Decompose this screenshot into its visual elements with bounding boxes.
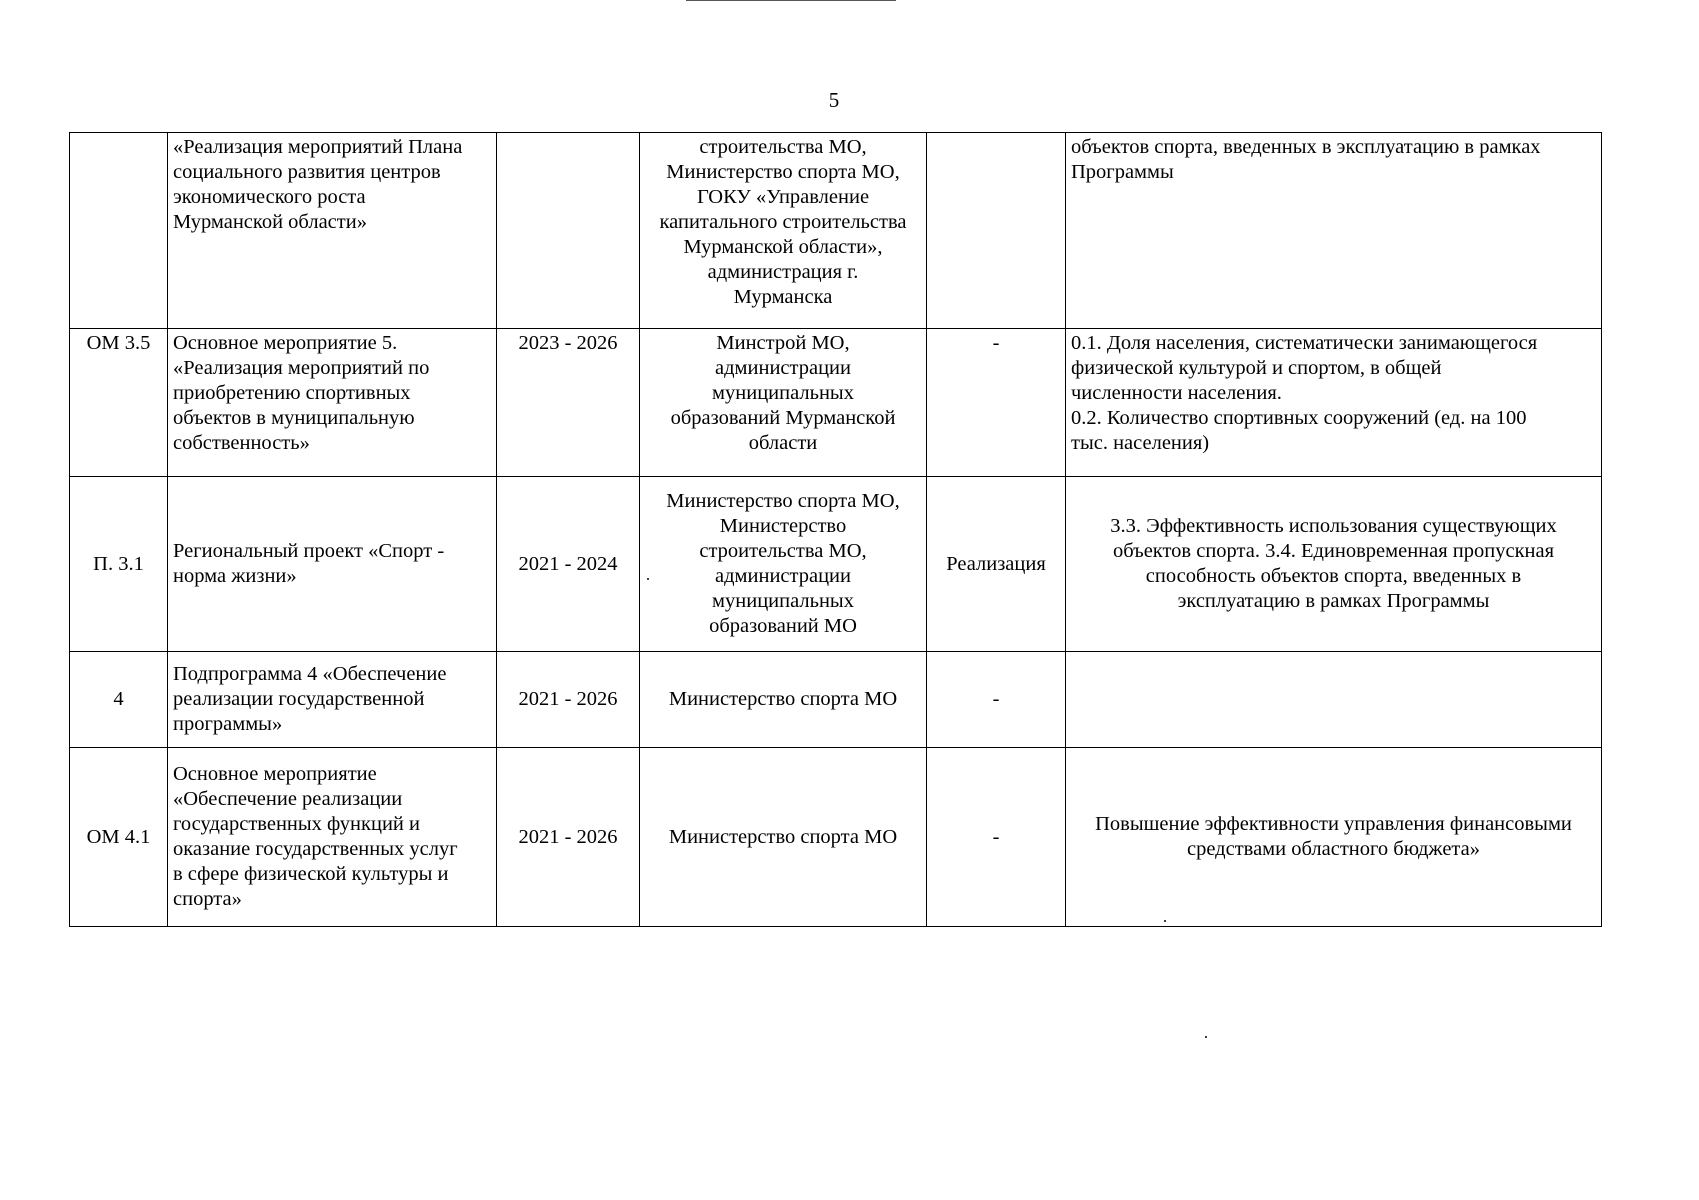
text-line: тыс. населения) (1071, 432, 1210, 454)
text-line: способность объектов спорта, введенных в (1145, 565, 1522, 587)
text-line: физической культурой и спортом, в общей (1071, 357, 1442, 379)
text-line: администрации (715, 357, 851, 379)
text-line: администрация г. (707, 261, 859, 283)
indicator-cell (1066, 652, 1602, 748)
text-line: муниципальных (712, 590, 854, 612)
project-cell: - (927, 329, 1066, 477)
text-line: Региональный проект «Спорт - (173, 540, 445, 562)
text-line: средствами областного бюджета» (1187, 838, 1480, 860)
indicator-cell (1066, 748, 1602, 927)
measure-name-cell (168, 329, 497, 477)
text-line: области (748, 432, 818, 454)
indicator-cell (1066, 133, 1602, 329)
row-number-cell: ОМ 4.1 (70, 748, 168, 927)
measure-name-cell (168, 652, 497, 748)
text-line: Основное мероприятие (173, 763, 377, 785)
text-line: в сфере физической культуры и (173, 863, 449, 885)
page-number: 5 (828, 88, 840, 112)
text-line: «Реализация мероприятий Плана (173, 136, 463, 158)
text-line: программы» (173, 713, 283, 735)
period-cell: 2021 - 2026 (497, 652, 640, 748)
table-row (70, 329, 1602, 477)
text-line: ГОКУ «Управление (696, 186, 870, 208)
project-cell: - (927, 748, 1066, 927)
text-line: спорта» (173, 888, 242, 910)
scan-speck (1205, 1036, 1207, 1038)
text-line: Мурманска (733, 286, 833, 308)
period-cell (497, 133, 640, 329)
text-line: Министерство спорта МО, (666, 161, 900, 183)
text-line: реализации государственной (173, 688, 425, 710)
row-number-cell: П. 3.1 (70, 477, 168, 652)
text-line: строительства МО, (699, 540, 867, 562)
text-line: собственность» (173, 432, 310, 454)
text-line: 0.1. Доля населения, систематически занимающегося (1071, 332, 1538, 354)
executor-cell (640, 652, 927, 748)
executor-cell (640, 477, 927, 652)
text-line: администрации (715, 565, 851, 587)
text-line: «Реализация мероприятий по (173, 357, 430, 379)
text-line: образований Мурманской (670, 407, 896, 429)
executor-cell (640, 329, 927, 477)
text-line: экономического роста (173, 186, 366, 208)
text-line: эксплуатацию в рамках Программы (1177, 590, 1490, 612)
text-line: численности населения. (1071, 382, 1282, 404)
text-line: муниципальных (712, 382, 854, 404)
text-line: объектов спорта. 3.4. Единовременная пропускная (1112, 540, 1555, 562)
executor-cell (640, 133, 927, 329)
project-cell: Реализация (927, 477, 1066, 652)
text-line: Министерство спорта МО (668, 825, 898, 848)
measure-name-cell (168, 133, 497, 329)
text-line: Министерство спорта МО (668, 688, 898, 710)
text-line: капитального строительства (659, 211, 907, 233)
text-line: Программы (1071, 161, 1174, 183)
row-number-cell: 4 (70, 652, 168, 748)
program-table (69, 132, 1602, 927)
text-line: Повышение эффективности управления финансовыми (1095, 813, 1572, 835)
project-cell: - (927, 652, 1066, 748)
period-cell: 2021 - 2024 (497, 477, 640, 652)
table-row (70, 652, 1602, 748)
text-line: норма жизни» (173, 565, 297, 587)
scan-speck (1164, 920, 1166, 922)
text-line: образований МО (709, 615, 857, 637)
text-line: «Обеспечение реализации (173, 788, 403, 810)
project-cell (927, 133, 1066, 329)
text-line: 3.3. Эффективность использования существующих (1110, 515, 1557, 537)
measure-name-cell (168, 748, 497, 927)
text-line: объектов в муниципальную (173, 407, 415, 429)
text-line: государственных функций и (173, 813, 420, 835)
text-line: Министерство спорта МО, (666, 490, 900, 512)
table-row (70, 748, 1602, 927)
text-line: Подпрограмма 4 «Обеспечение (173, 663, 447, 685)
indicator-cell (1066, 329, 1602, 477)
text-line: Мурманской области» (173, 211, 367, 233)
text-line: социального развития центров (173, 161, 441, 183)
top-rule (686, 0, 896, 1)
row-number-cell (70, 133, 168, 329)
text-line: приобретению спортивных (173, 382, 411, 404)
indicator-cell (1066, 477, 1602, 652)
text-line: Министерство (719, 515, 847, 537)
table-row (70, 133, 1602, 329)
scan-speck (647, 578, 649, 580)
measure-name-cell (168, 477, 497, 652)
period-cell: 2021 - 2026 (497, 748, 640, 927)
text-line: Минстрой МО, (716, 332, 850, 354)
row-number-cell: ОМ 3.5 (70, 329, 168, 477)
text-line: объектов спорта, введенных в эксплуатацию в рамках (1071, 136, 1541, 158)
text-line: оказание государственных услуг (173, 838, 458, 860)
text-line: 0.2. Количество спортивных сооружений (ед. на 100 (1071, 407, 1527, 429)
period-cell: 2023 - 2026 (497, 329, 640, 477)
executor-cell (640, 748, 927, 927)
text-line: Основное мероприятие 5. (173, 332, 398, 354)
text-line: Мурманской области», (683, 236, 883, 258)
text-line: строительства МО, (699, 136, 867, 158)
table-row (70, 477, 1602, 652)
